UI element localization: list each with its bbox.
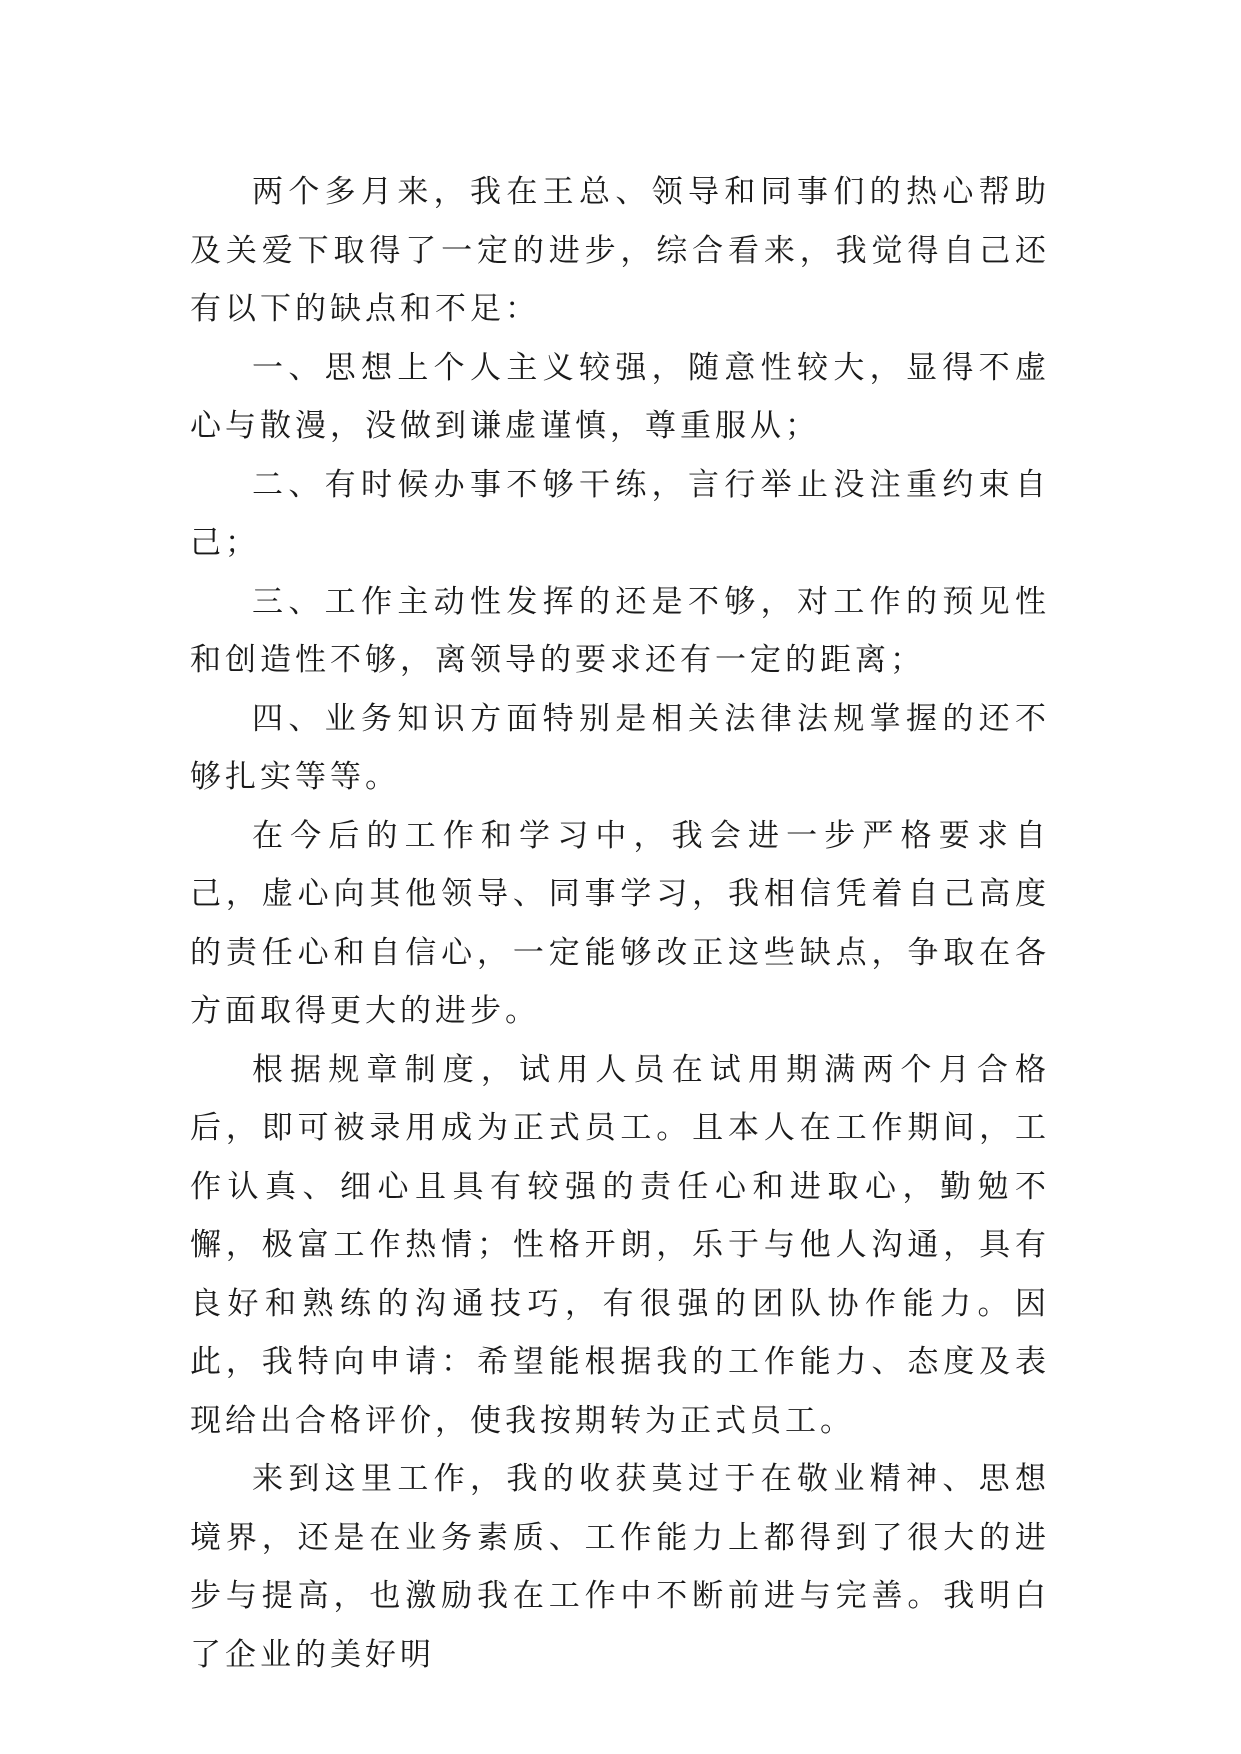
paragraph-shortcoming-2: 二、有时候办事不够干练，言行举止没注重约束自己； (190, 466, 1050, 561)
paragraph-shortcoming-1: 一、思想上个人主义较强，随意性较大，显得不虚心与散漫，没做到谦虚谨慎，尊重服从； (190, 349, 1050, 444)
paragraph-shortcoming-3: 三、工作主动性发挥的还是不够，对工作的预见性和创造性不够，离领导的要求还有一定的距离； (190, 583, 1050, 678)
paragraph-intro: 两个多月来，我在王总、领导和同事们的热心帮助及关爱下取得了一定的进步，综合看来，我觉得自己还有以下的缺点和不足： (190, 174, 1050, 327)
paragraph-application: 根据规章制度，试用人员在试用期满两个月合格后，即可被录用成为正式员工。且本人在工作期间，工作认真、细心且具有较强的责任心和进取心，勤勉不懈，极富工作热情；性格开朗，乐于与他人沟通，具有良好和熟练的沟通技巧，有很强的团队协作能力。因此，我特向申请：希望能根据我的工作能力、态度及表现给出合格评价，使我按期转为正式员工。 (190, 1051, 1050, 1439)
paragraph-future-plan: 在今后的工作和学习中，我会进一步严格要求自己，虚心向其他领导、同事学习，我相信凭着自己高度的责任心和自信心，一定能够改正这些缺点，争取在各方面取得更大的进步。 (190, 817, 1050, 1029)
document-body (190, 163, 1050, 1684)
paragraph-gains: 来到这里工作，我的收获莫过于在敬业精神、思想境界，还是在业务素质、工作能力上都得到了很大的进步与提高，也激励我在工作中不断前进与完善。我明白了企业的美好明 (190, 1461, 1050, 1673)
paragraph-shortcoming-4: 四、业务知识方面特别是相关法律法规掌握的还不够扎实等等。 (190, 700, 1050, 795)
